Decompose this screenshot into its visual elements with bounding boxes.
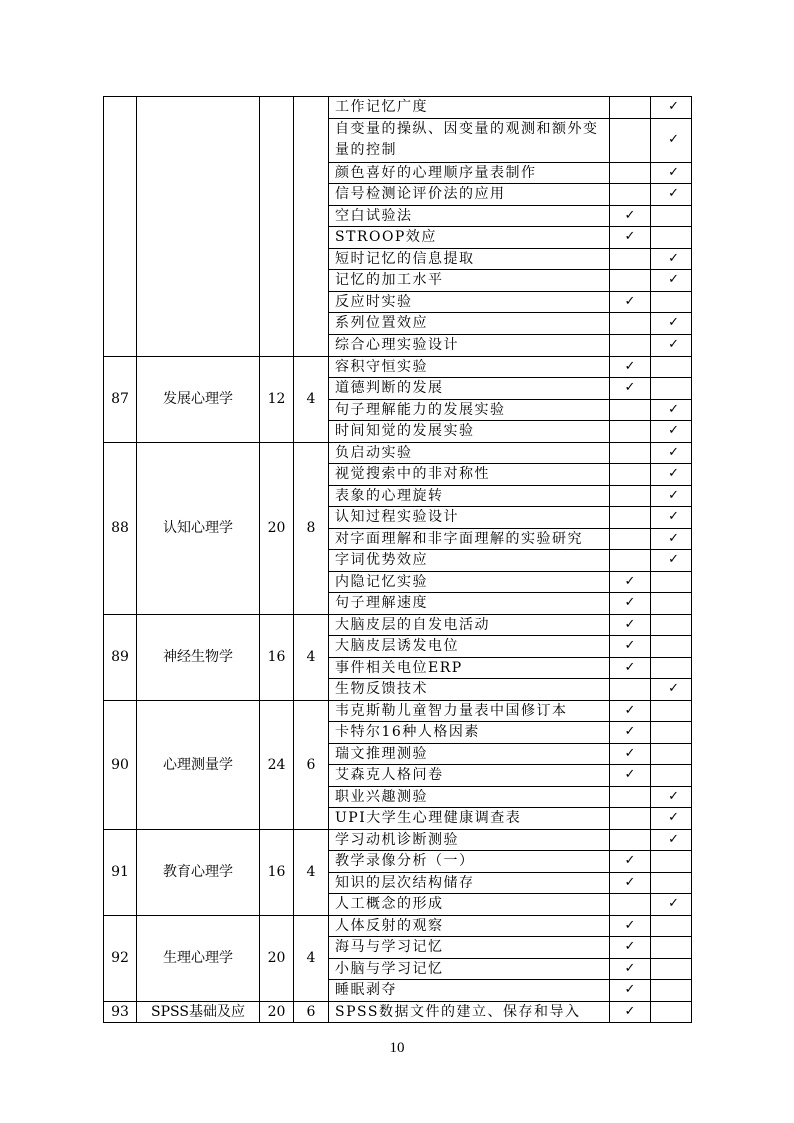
- experiment-count: 4: [294, 356, 329, 442]
- check-required: ✓: [610, 958, 651, 980]
- experiment-name: 认知过程实验设计: [329, 507, 610, 529]
- experiment-name: 知识的层次结构储存: [329, 872, 610, 894]
- check-required: [610, 334, 651, 356]
- check-required: ✓: [610, 700, 651, 722]
- table-row: [104, 1001, 692, 1023]
- experiment-name: 字词优势效应: [329, 550, 610, 572]
- experiment-name: 时间知觉的发展实验: [329, 421, 610, 443]
- experiment-name: 短时记忆的信息提取: [329, 248, 610, 270]
- check-optional: [651, 356, 692, 378]
- check-optional: [651, 937, 692, 959]
- check-optional: [651, 700, 692, 722]
- check-required: [610, 97, 651, 119]
- table-row: [104, 614, 692, 636]
- check-required: ✓: [610, 571, 651, 593]
- check-optional: [651, 636, 692, 658]
- experiment-name: 事件相关电位ERP: [329, 657, 610, 679]
- course-name: 生理心理学: [137, 915, 260, 1001]
- check-optional: [651, 593, 692, 615]
- experiment-name: UPI大学生心理健康调查表: [329, 808, 610, 830]
- check-optional: ✓: [651, 334, 692, 356]
- check-optional: [651, 205, 692, 227]
- check-required: [610, 507, 651, 529]
- experiment-name: 道德判断的发展: [329, 378, 610, 400]
- check-optional: [651, 227, 692, 249]
- check-required: ✓: [610, 378, 651, 400]
- course-number: 87: [104, 356, 137, 442]
- experiment-table: [103, 96, 692, 1023]
- experiment-name: 系列位置效应: [329, 313, 610, 335]
- experiment-name: 大脑皮层诱发电位: [329, 636, 610, 658]
- check-optional: ✓: [651, 829, 692, 851]
- check-required: [610, 248, 651, 270]
- check-required: [610, 464, 651, 486]
- check-required: ✓: [610, 205, 651, 227]
- experiment-count: 4: [294, 829, 329, 915]
- check-required: [610, 808, 651, 830]
- experiment-name: 大脑皮层的自发电活动: [329, 614, 610, 636]
- experiment-count: 4: [294, 614, 329, 700]
- course-hours: 20: [260, 1001, 294, 1023]
- course-hours: 16: [260, 614, 294, 700]
- table-row: [104, 97, 692, 119]
- check-optional: [651, 958, 692, 980]
- check-required: ✓: [610, 356, 651, 378]
- course-number: 93: [104, 1001, 137, 1023]
- experiment-count: 6: [294, 1001, 329, 1023]
- check-required: [610, 421, 651, 443]
- check-optional: ✓: [651, 679, 692, 701]
- experiment-name: 句子理解速度: [329, 593, 610, 615]
- check-required: [610, 786, 651, 808]
- table-row: [104, 829, 692, 851]
- experiment-name: 卡特尔16种人格因素: [329, 722, 610, 744]
- experiment-name: 句子理解能力的发展实验: [329, 399, 610, 421]
- course-number: [104, 97, 137, 357]
- check-optional: ✓: [651, 248, 692, 270]
- experiment-name: 海马与学习记忆: [329, 937, 610, 959]
- check-optional: [651, 743, 692, 765]
- check-optional: ✓: [651, 808, 692, 830]
- experiment-name: 韦克斯勒儿童智力量表中国修订本: [329, 700, 610, 722]
- experiment-name: 容积守恒实验: [329, 356, 610, 378]
- check-required: [610, 550, 651, 572]
- experiment-name: 负启动实验: [329, 442, 610, 464]
- course-hours: 24: [260, 700, 294, 829]
- experiment-name: 颜色喜好的心理顺序量表制作: [329, 162, 610, 184]
- experiment-name: 生物反馈技术: [329, 679, 610, 701]
- experiment-name: 教学录像分析（一）: [329, 851, 610, 873]
- check-required: [610, 829, 651, 851]
- experiment-count: 8: [294, 442, 329, 614]
- experiment-name: 人工概念的形成: [329, 894, 610, 916]
- check-required: ✓: [610, 980, 651, 1002]
- check-required: [610, 270, 651, 292]
- check-optional: [651, 614, 692, 636]
- table-row: [104, 915, 692, 937]
- experiment-name: 职业兴趣测验: [329, 786, 610, 808]
- experiment-name: 记忆的加工水平: [329, 270, 610, 292]
- course-hours: 12: [260, 356, 294, 442]
- check-required: [610, 162, 651, 184]
- check-optional: ✓: [651, 97, 692, 119]
- course-number: 88: [104, 442, 137, 614]
- check-optional: ✓: [651, 507, 692, 529]
- check-optional: ✓: [651, 464, 692, 486]
- check-required: ✓: [610, 1001, 651, 1023]
- experiment-name: 人体反射的观察: [329, 915, 610, 937]
- check-required: ✓: [610, 872, 651, 894]
- experiment-name: 睡眠剥夺: [329, 980, 610, 1002]
- check-optional: ✓: [651, 442, 692, 464]
- experiment-name: 内隐记忆实验: [329, 571, 610, 593]
- course-number: 89: [104, 614, 137, 700]
- course-name: 神经生物学: [137, 614, 260, 700]
- experiment-count: 6: [294, 700, 329, 829]
- experiment-name: 艾森克人格问卷: [329, 765, 610, 787]
- check-required: [610, 679, 651, 701]
- check-required: ✓: [610, 765, 651, 787]
- table-body: [104, 97, 692, 1023]
- experiment-name: 信号检测论评价法的应用: [329, 184, 610, 206]
- check-optional: [651, 980, 692, 1002]
- course-hours: 20: [260, 442, 294, 614]
- check-optional: ✓: [651, 894, 692, 916]
- course-name: 教育心理学: [137, 829, 260, 915]
- course-number: 92: [104, 915, 137, 1001]
- course-hours: 20: [260, 915, 294, 1001]
- experiment-name: 自变量的操纵、因变量的观测和额外变量的控制: [329, 118, 610, 162]
- check-optional: [651, 291, 692, 313]
- experiment-name: 小脑与学习记忆: [329, 958, 610, 980]
- check-required: ✓: [610, 915, 651, 937]
- check-optional: [651, 722, 692, 744]
- check-optional: [651, 872, 692, 894]
- check-optional: ✓: [651, 162, 692, 184]
- check-required: [610, 528, 651, 550]
- check-optional: ✓: [651, 550, 692, 572]
- check-required: [610, 894, 651, 916]
- course-name: 认知心理学: [137, 442, 260, 614]
- check-required: [610, 399, 651, 421]
- experiment-name: 综合心理实验设计: [329, 334, 610, 356]
- check-optional: ✓: [651, 184, 692, 206]
- experiment-name: 空白试验法: [329, 205, 610, 227]
- check-optional: [651, 765, 692, 787]
- check-optional: [651, 851, 692, 873]
- table-row: [104, 700, 692, 722]
- check-required: [610, 442, 651, 464]
- check-optional: ✓: [651, 313, 692, 335]
- course-hours: [260, 97, 294, 357]
- check-required: ✓: [610, 636, 651, 658]
- check-optional: [651, 378, 692, 400]
- experiment-name: SPSS数据文件的建立、保存和导入: [329, 1001, 610, 1023]
- experiment-name: 视觉搜索中的非对称性: [329, 464, 610, 486]
- check-required: ✓: [610, 657, 651, 679]
- experiment-count: [294, 97, 329, 357]
- course-name: [137, 97, 260, 357]
- experiment-name: 学习动机诊断测验: [329, 829, 610, 851]
- check-optional: [651, 915, 692, 937]
- check-optional: ✓: [651, 399, 692, 421]
- check-optional: [651, 1001, 692, 1023]
- course-name: 心理测量学: [137, 700, 260, 829]
- check-required: ✓: [610, 743, 651, 765]
- experiment-name: 表象的心理旋转: [329, 485, 610, 507]
- check-required: [610, 313, 651, 335]
- check-optional: ✓: [651, 421, 692, 443]
- check-optional: ✓: [651, 786, 692, 808]
- course-hours: 16: [260, 829, 294, 915]
- check-optional: ✓: [651, 270, 692, 292]
- course-name: SPSS基础及应: [137, 1001, 260, 1023]
- check-required: ✓: [610, 593, 651, 615]
- check-required: ✓: [610, 722, 651, 744]
- experiment-name: 瑞文推理测验: [329, 743, 610, 765]
- experiment-name: STROOP效应: [329, 227, 610, 249]
- course-number: 91: [104, 829, 137, 915]
- course-name: 发展心理学: [137, 356, 260, 442]
- check-required: [610, 118, 651, 162]
- check-required: ✓: [610, 291, 651, 313]
- check-optional: [651, 571, 692, 593]
- check-required: [610, 184, 651, 206]
- table-row: [104, 442, 692, 464]
- check-required: [610, 485, 651, 507]
- check-optional: ✓: [651, 485, 692, 507]
- experiment-count: 4: [294, 915, 329, 1001]
- check-required: ✓: [610, 937, 651, 959]
- table-row: [104, 356, 692, 378]
- experiment-name: 对字面理解和非字面理解的实验研究: [329, 528, 610, 550]
- page-number: 10: [389, 1040, 405, 1056]
- check-optional: ✓: [651, 118, 692, 162]
- check-optional: ✓: [651, 528, 692, 550]
- experiment-name: 工作记忆广度: [329, 97, 610, 119]
- course-number: 90: [104, 700, 137, 829]
- check-required: ✓: [610, 227, 651, 249]
- check-required: ✓: [610, 614, 651, 636]
- experiment-name: 反应时实验: [329, 291, 610, 313]
- check-required: ✓: [610, 851, 651, 873]
- check-optional: [651, 657, 692, 679]
